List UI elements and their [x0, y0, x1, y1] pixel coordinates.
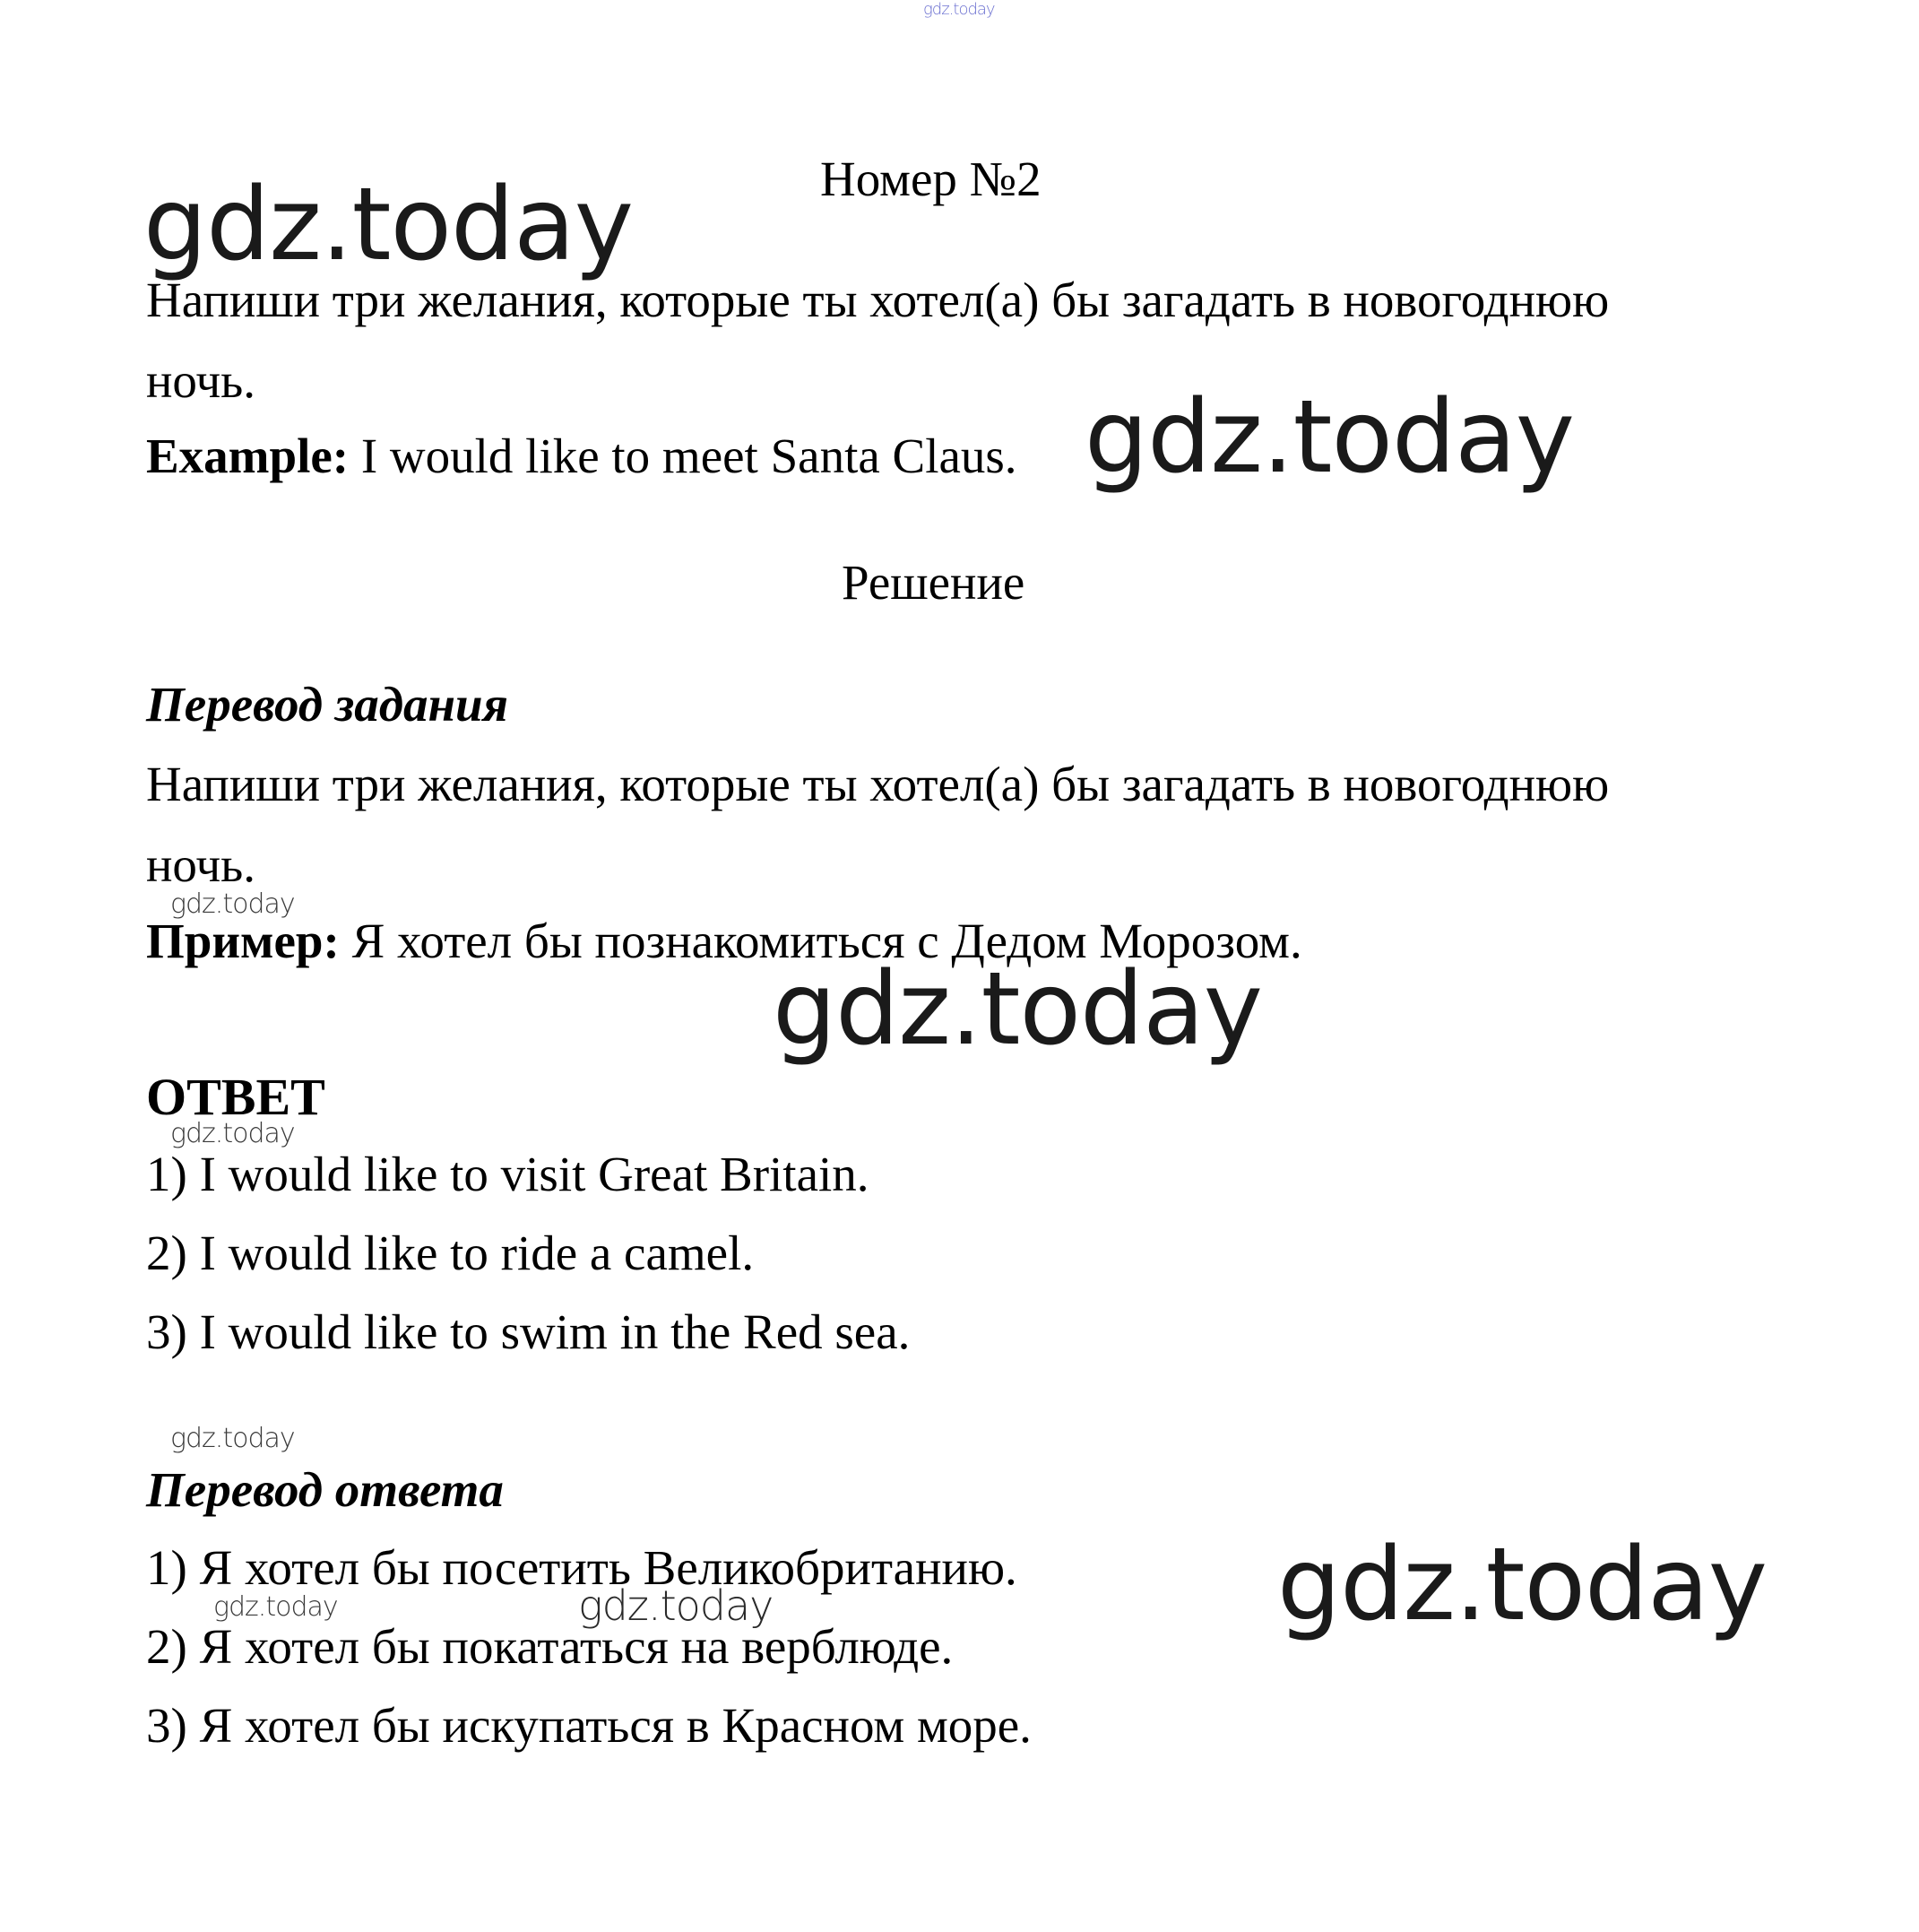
watermark-top: gdz.today — [923, 0, 995, 19]
task-example-text: I would like to meet Santa Claus. — [349, 429, 1017, 483]
answer-heading: ОТВЕТ — [146, 1068, 325, 1126]
translation-text-line-1: Напиши три желания, которые ты хотел(а) бы загадать в новогоднюю — [146, 757, 1610, 811]
watermark-large-1: gdz.today — [143, 167, 634, 283]
watermark-small-4: gdz.today — [213, 1591, 338, 1623]
answer-translation-item-3: 3) Я хотел бы искупаться в Красном море. — [146, 1698, 1032, 1753]
watermark-large-3: gdz.today — [773, 951, 1263, 1068]
watermark-large-4: gdz.today — [1277, 1527, 1768, 1643]
translation-example-text: Я хотел бы познакомиться с Дедом Морозом. — [339, 914, 1302, 968]
task-text-line-2: ночь. — [146, 353, 256, 408]
answer-item-3: 3) I would like to swim in the Red sea. — [146, 1304, 911, 1359]
watermark-small-2: gdz.today — [170, 1118, 295, 1149]
answer-translation-item-2: 2) Я хотел бы покататься на верблюде. — [146, 1619, 954, 1674]
task-example-label: Example: — [146, 429, 350, 483]
answer-translation-heading: Перевод ответа — [146, 1462, 504, 1517]
answer-translation-item-1: 1) Я хотел бы посетить Великобританию. — [146, 1540, 1017, 1595]
task-example — [146, 431, 1017, 481]
watermark-small-1: gdz.today — [170, 888, 295, 920]
translation-example-label: Пример: — [146, 914, 340, 968]
answer-item-1: 1) I would like to visit Great Britain. — [146, 1147, 869, 1201]
watermark-small-3: gdz.today — [170, 1423, 295, 1454]
translation-heading: Перевод задания — [146, 677, 508, 732]
answer-item-2: 2) I would like to ride a camel. — [146, 1226, 755, 1280]
page-title: Номер №2 — [820, 152, 1042, 206]
watermark-medium-1: gdz.today — [578, 1581, 774, 1630]
task-text-line-1: Напиши три желания, которые ты хотел(а) бы загадать в новогоднюю — [146, 273, 1610, 327]
translation-text-line-2: ночь. — [146, 837, 256, 892]
solution-heading: Решение — [842, 555, 1025, 610]
watermark-large-2: gdz.today — [1085, 379, 1575, 496]
